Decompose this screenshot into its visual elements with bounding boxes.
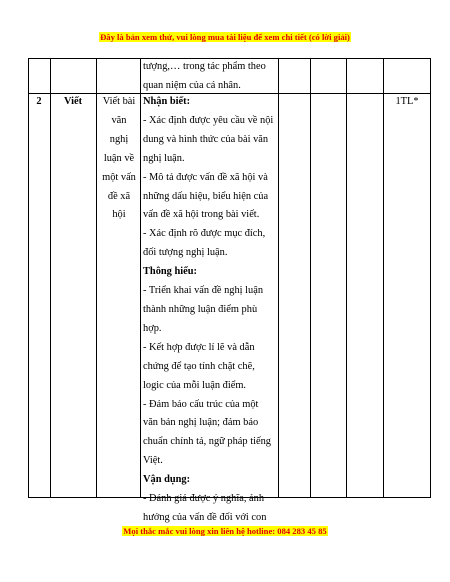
description-line: nghị luận. [143,152,185,164]
description-line: dung và hình thức của bài văn [143,133,269,145]
col-divider [430,58,431,498]
level-heading: Nhận biết: [143,96,191,107]
col-divider [346,58,347,498]
requirement-description [143,93,276,528]
description-line: hợp. [143,322,162,334]
description-line: - Triển khai vấn đề nghị luận [143,285,264,297]
col-divider [28,58,29,498]
topic-line: đề xã [107,190,131,202]
description-line: - Đảm bảo cấu trúc của một [143,398,259,410]
row-number: 2 [36,96,42,107]
description-line: Việt. [143,455,163,467]
level-heading: Thông hiểu: [143,266,197,278]
description-line: những dấu hiệu, biểu hiện của [143,190,269,202]
description-line: - Xác định được yêu cầu về nội [143,114,274,126]
description-line: chứng để tạo tính chặt chẽ, [143,360,255,372]
skill-label: Viết [63,96,83,107]
description-line: vấn đề xã hội trong bài viết. [143,209,260,221]
col-divider [50,58,51,498]
topic-line: hội [112,209,126,221]
topic-line: một vấn [102,171,136,183]
continuation-line: tượng,… trong tác phẩm theo [143,61,266,72]
description-line: - Đánh giá được ý nghĩa, ảnh [143,493,265,505]
topic-line: luận về [103,152,135,164]
hotline-notice-text: Mọi thắc mắc vui lòng xin liên hệ hotline: 084 283 45 85 [123,526,327,536]
hotline-notice-banner [0,521,450,539]
col-divider [278,58,279,498]
topic-cell [98,93,140,225]
description-line: - Kết hợp được lí lẽ và dẫn [143,341,255,353]
description-line: - Xác định rõ được mục đích, [143,228,266,240]
description-line: chuẩn chính tả, ngữ pháp tiếng [143,436,271,448]
description-line: thành những luận điểm phù [143,303,258,315]
description-line: logic của mỗi luận điểm. [143,379,247,391]
continuation-line: quan niệm của cá nhân. [143,79,241,91]
col-divider [96,58,97,498]
description-line: - Mô tả được vấn đề xã hội và [143,171,268,183]
row-continuation-text [143,58,276,96]
col-divider [383,58,384,498]
description-line: đối tượng nghị luận. [143,247,228,259]
level-heading: Vận dụng: [143,474,191,486]
preview-notice-text: Đây là bản xem thử, vui lòng mua tài liệu để xem chi tiết (có lời giải) [100,32,350,42]
topic-line: nghị [109,133,129,145]
question-count: 1TL* [395,96,419,107]
topic-line: văn [111,114,127,126]
topic-line: Viết bài [102,96,136,107]
description-line: hưởng của vấn đề đối với con [143,511,267,523]
col-divider [140,58,141,498]
col-divider [310,58,311,498]
description-line: văn bản nghị luận; đảm bảo [143,417,259,429]
